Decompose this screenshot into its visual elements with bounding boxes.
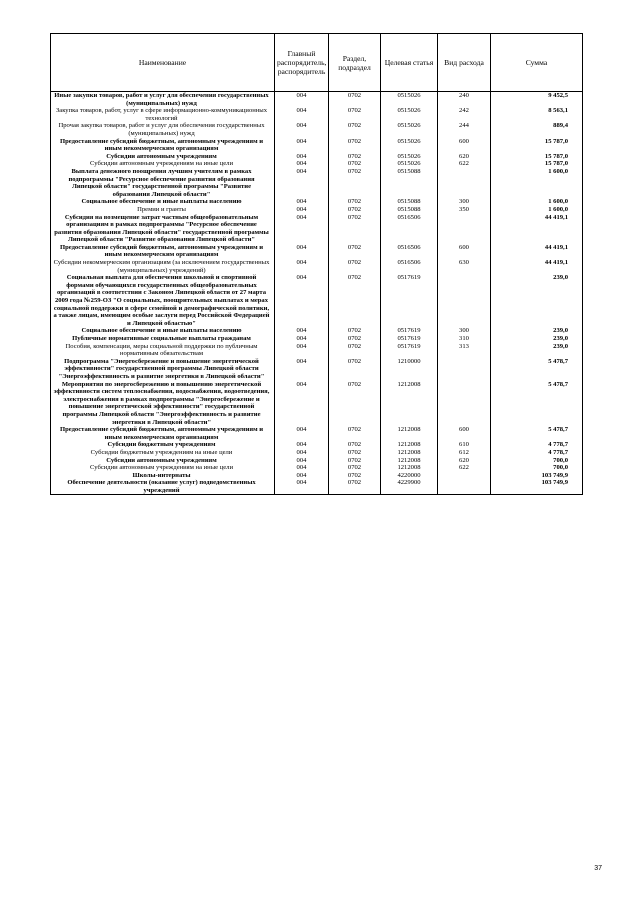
cell-administrator: 004 <box>275 92 329 108</box>
cell-name: Социальное обеспечение и иные выплаты населению <box>51 198 275 206</box>
cell-expense <box>438 472 491 480</box>
cell-sum: 5 478,7 <box>491 426 583 441</box>
cell-administrator: 004 <box>275 122 329 137</box>
table-row <box>51 464 583 472</box>
cell-sum: 103 749,9 <box>491 472 583 480</box>
cell-section: 0702 <box>329 335 381 343</box>
cell-target: 0515026 <box>381 122 438 137</box>
cell-target: 0516506 <box>381 214 438 244</box>
cell-section: 0702 <box>329 122 381 137</box>
table-row <box>51 274 583 327</box>
cell-expense: 350 <box>438 206 491 214</box>
cell-sum: 1 600,0 <box>491 198 583 206</box>
cell-name: Субсидии автономным учреждениям <box>51 153 275 161</box>
cell-administrator: 004 <box>275 335 329 343</box>
header-sum: Сумма <box>491 34 583 92</box>
cell-sum: 15 787,0 <box>491 138 583 153</box>
cell-name: Иные закупки товаров, работ и услуг для обеспечения государственных (муниципальных) нужд <box>51 92 275 108</box>
table-row <box>51 381 583 427</box>
cell-name: Субсидии автономным учреждениям на иные цели <box>51 464 275 472</box>
cell-administrator: 004 <box>275 457 329 465</box>
cell-expense: 622 <box>438 464 491 472</box>
cell-expense <box>438 168 491 198</box>
cell-expense: 310 <box>438 335 491 343</box>
table-row <box>51 153 583 161</box>
cell-expense <box>438 274 491 327</box>
table-row <box>51 441 583 449</box>
cell-administrator: 004 <box>275 244 329 259</box>
cell-administrator: 004 <box>275 426 329 441</box>
cell-expense: 610 <box>438 441 491 449</box>
cell-sum: 239,0 <box>491 335 583 343</box>
cell-sum: 239,0 <box>491 274 583 327</box>
cell-expense <box>438 381 491 427</box>
cell-target: 0517619 <box>381 274 438 327</box>
table-row <box>51 449 583 457</box>
cell-expense: 244 <box>438 122 491 137</box>
cell-sum: 9 452,5 <box>491 92 583 108</box>
table-row <box>51 138 583 153</box>
table-row <box>51 426 583 441</box>
cell-section: 0702 <box>329 153 381 161</box>
cell-target: 0515026 <box>381 107 438 122</box>
cell-name: Пособия, компенсации, меры социальной поддержки по публичным нормативным обязательствам <box>51 343 275 358</box>
cell-section: 0702 <box>329 198 381 206</box>
cell-expense: 622 <box>438 160 491 168</box>
table-row <box>51 358 583 381</box>
cell-administrator: 004 <box>275 206 329 214</box>
cell-section: 0702 <box>329 214 381 244</box>
cell-expense: 240 <box>438 92 491 108</box>
cell-section: 0702 <box>329 160 381 168</box>
cell-expense: 300 <box>438 327 491 335</box>
cell-section: 0702 <box>329 168 381 198</box>
cell-section: 0702 <box>329 138 381 153</box>
cell-target: 0515088 <box>381 206 438 214</box>
cell-sum: 8 563,1 <box>491 107 583 122</box>
cell-target: 1212008 <box>381 449 438 457</box>
cell-sum: 4 778,7 <box>491 449 583 457</box>
cell-section: 0702 <box>329 479 381 495</box>
cell-expense: 300 <box>438 198 491 206</box>
cell-target: 1210000 <box>381 358 438 381</box>
cell-target: 1212008 <box>381 426 438 441</box>
cell-target: 1212008 <box>381 464 438 472</box>
cell-expense <box>438 358 491 381</box>
document-page <box>50 33 582 495</box>
cell-administrator: 004 <box>275 343 329 358</box>
table-row <box>51 244 583 259</box>
cell-name: Субсидии бюджетным учреждениям <box>51 441 275 449</box>
cell-administrator: 004 <box>275 464 329 472</box>
cell-administrator: 004 <box>275 107 329 122</box>
cell-name: Субсидии некоммерческим организациям (за исключением государственных (муниципальных) учреждений) <box>51 259 275 274</box>
cell-sum: 1 600,0 <box>491 168 583 198</box>
cell-sum: 44 419,1 <box>491 259 583 274</box>
cell-expense: 242 <box>438 107 491 122</box>
cell-sum: 15 787,0 <box>491 153 583 161</box>
cell-section: 0702 <box>329 381 381 427</box>
table-header <box>51 34 583 92</box>
cell-target: 1212008 <box>381 441 438 449</box>
cell-expense: 600 <box>438 426 491 441</box>
cell-name: Выплата денежного поощрения лучшим учителям в рамках подпрограммы "Ресурсное обеспечение развития образования Липецкой области" государственной программы "Развитие образования Липецкой области" <box>51 168 275 198</box>
cell-section: 0702 <box>329 244 381 259</box>
table-body <box>51 92 583 495</box>
table-row <box>51 335 583 343</box>
cell-expense <box>438 479 491 495</box>
cell-section: 0702 <box>329 464 381 472</box>
cell-name: Субсидия на возмещение затрат частным общеобразовательным организациям в рамках подпрограммы "Ресурсное обеспечение развития образования Липецкой области" государственной программы Липецкой области "Развитие образования Липецкой области" <box>51 214 275 244</box>
cell-administrator: 004 <box>275 168 329 198</box>
budget-table <box>50 33 583 495</box>
cell-expense: 630 <box>438 259 491 274</box>
cell-administrator: 004 <box>275 441 329 449</box>
cell-target: 0516506 <box>381 244 438 259</box>
cell-section: 0702 <box>329 327 381 335</box>
table-row <box>51 160 583 168</box>
table-row <box>51 206 583 214</box>
cell-sum: 1 600,0 <box>491 206 583 214</box>
cell-target: 0515088 <box>381 198 438 206</box>
cell-sum: 239,0 <box>491 343 583 358</box>
cell-administrator: 004 <box>275 259 329 274</box>
cell-sum: 239,0 <box>491 327 583 335</box>
header-name: Наименование <box>51 34 275 92</box>
cell-section: 0702 <box>329 107 381 122</box>
cell-name: Субсидии автономным учреждениям <box>51 457 275 465</box>
cell-administrator: 004 <box>275 479 329 495</box>
cell-target: 0517619 <box>381 335 438 343</box>
cell-target: 0515026 <box>381 153 438 161</box>
cell-administrator: 004 <box>275 472 329 480</box>
cell-target: 4220000 <box>381 472 438 480</box>
cell-name: Предоставление субсидий бюджетным, автономным учреждениям и иным некоммерческим организациям <box>51 138 275 153</box>
cell-section: 0702 <box>329 343 381 358</box>
table-row <box>51 168 583 198</box>
cell-administrator: 004 <box>275 327 329 335</box>
cell-name: Субсидии автономным учреждениям на иные цели <box>51 160 275 168</box>
cell-administrator: 004 <box>275 198 329 206</box>
cell-section: 0702 <box>329 92 381 108</box>
cell-name: Предоставление субсидий бюджетным, автономным учреждениям и иным некоммерческим организациям <box>51 244 275 259</box>
cell-name: Подпрограмма "Энергосбережение и повышение энергетической эффективности" государственной программы Липецкой области "Энергоэффективность и развитие энергетики в Липецкой области" <box>51 358 275 381</box>
table-row <box>51 457 583 465</box>
header-expense: Вид расхода <box>438 34 491 92</box>
cell-sum: 889,4 <box>491 122 583 137</box>
cell-name: Мероприятия по энергосбережению и повышению энергетической эффективности систем теплоснабжения, водоснабжения, водоотведения, электроснабжения в рамках подпрограммы "Энергосбережение и повышение энергетической эффективности" государственной программы Липецкой области "Энергоэффективность и развитие энергетики в Липецкой области" <box>51 381 275 427</box>
cell-target: 0517619 <box>381 343 438 358</box>
cell-name: Прочая закупка товаров, работ и услуг для обеспечения государственных (муниципальных) нужд <box>51 122 275 137</box>
cell-section: 0702 <box>329 441 381 449</box>
cell-section: 0702 <box>329 259 381 274</box>
cell-section: 0702 <box>329 457 381 465</box>
cell-sum: 4 778,7 <box>491 441 583 449</box>
cell-administrator: 004 <box>275 358 329 381</box>
cell-target: 0515026 <box>381 92 438 108</box>
cell-expense <box>438 214 491 244</box>
cell-target: 0516506 <box>381 259 438 274</box>
cell-name: Предоставление субсидий бюджетным, автономным учреждениям и иным некоммерческим организациям <box>51 426 275 441</box>
cell-name: Школы-интернаты <box>51 472 275 480</box>
cell-target: 0517619 <box>381 327 438 335</box>
table-row <box>51 327 583 335</box>
page-number: 37 <box>594 865 602 872</box>
cell-sum: 44 419,1 <box>491 244 583 259</box>
cell-sum: 103 749,9 <box>491 479 583 495</box>
table-row <box>51 92 583 108</box>
cell-administrator: 004 <box>275 153 329 161</box>
cell-administrator: 004 <box>275 449 329 457</box>
cell-administrator: 004 <box>275 214 329 244</box>
cell-expense: 620 <box>438 153 491 161</box>
cell-name: Социальная выплата для обеспечения школьной и спортивной формами обучающихся государственных общеобразовательных организаций в соответствии с Законом Липецкой области от 27 марта 2009 года №259-ОЗ "О социальных, поощрительных выплатах и мерах социальной поддержки в сфере семейной и демографической политики, а также лицам, имеющим особые заслуги перед Российской Федерацией и Липецкой областью" <box>51 274 275 327</box>
table-row <box>51 122 583 137</box>
cell-name: Публичные нормативные социальные выплаты гражданам <box>51 335 275 343</box>
cell-sum: 44 419,1 <box>491 214 583 244</box>
cell-target: 4229900 <box>381 479 438 495</box>
cell-target: 0515026 <box>381 160 438 168</box>
cell-name: Социальное обеспечение и иные выплаты населению <box>51 327 275 335</box>
cell-target: 0515026 <box>381 138 438 153</box>
cell-section: 0702 <box>329 426 381 441</box>
header-target: Целевая статья <box>381 34 438 92</box>
header-administrator: Главный распорядитель, распорядитель <box>275 34 329 92</box>
cell-expense: 620 <box>438 457 491 465</box>
cell-section: 0702 <box>329 449 381 457</box>
cell-name: Субсидии бюджетным учреждениям на иные цели <box>51 449 275 457</box>
table-row <box>51 343 583 358</box>
cell-expense: 313 <box>438 343 491 358</box>
cell-sum: 700,0 <box>491 464 583 472</box>
cell-target: 0515088 <box>381 168 438 198</box>
cell-expense: 600 <box>438 244 491 259</box>
header-section: Раздел, подраздел <box>329 34 381 92</box>
cell-administrator: 004 <box>275 160 329 168</box>
table-row <box>51 479 583 495</box>
cell-sum: 700,0 <box>491 457 583 465</box>
table-row <box>51 107 583 122</box>
table-row <box>51 198 583 206</box>
cell-administrator: 004 <box>275 138 329 153</box>
cell-administrator: 004 <box>275 274 329 327</box>
cell-name: Обеспечение деятельности (оказание услуг) подведомственных учреждений <box>51 479 275 495</box>
table-row <box>51 214 583 244</box>
table-row <box>51 259 583 274</box>
cell-section: 0702 <box>329 274 381 327</box>
cell-section: 0702 <box>329 472 381 480</box>
cell-name: Премии и гранты <box>51 206 275 214</box>
cell-name: Закупка товаров, работ, услуг в сфере информационно-коммуникационных технологий <box>51 107 275 122</box>
table-row <box>51 472 583 480</box>
cell-expense: 612 <box>438 449 491 457</box>
cell-administrator: 004 <box>275 381 329 427</box>
cell-section: 0702 <box>329 206 381 214</box>
cell-target: 1212008 <box>381 381 438 427</box>
cell-section: 0702 <box>329 358 381 381</box>
cell-sum: 5 478,7 <box>491 358 583 381</box>
cell-sum: 15 787,0 <box>491 160 583 168</box>
cell-sum: 5 478,7 <box>491 381 583 427</box>
cell-target: 1212008 <box>381 457 438 465</box>
cell-expense: 600 <box>438 138 491 153</box>
